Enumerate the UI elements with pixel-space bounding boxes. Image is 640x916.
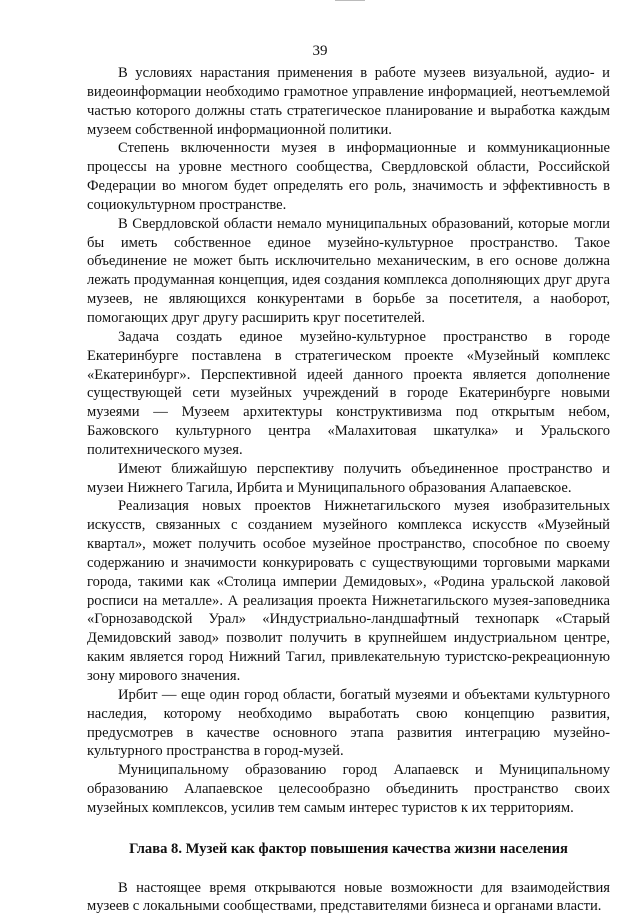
paragraph: Реализация новых проектов Нижнетагильского музея изобразительных искусств, связанных с созданием музейного комплекса искусств «Музейный квартал», может получить особое музейное пространство, способное по своему содержанию и значимости конкурировать с существующими торговыми марками города, такими как «Столица империи Демидовых», «Родина уральской лаковой росписи на металле». А реализация проекта Нижнетагильского музея-заповедника «Горнозаводской Урал» «Индустриально-ландшафтный технопарк «Старый Демидовский завод» позволит получить в крупнейшем индустриальном центре, каким является город Нижний Тагил, привлекательную туристско-рекреационную зону мирового значения. xyxy=(87,498,610,684)
paragraph: Степень включенности музея в информационные и коммуникационные процессы на уровне местного сообщества, Свердловской области, Российской Федерации во многом будет определять его роль, значимость и эффективность в социокультурном пространстве. xyxy=(87,140,610,213)
paragraph: Муниципальному образованию город Алапаевск и Муниципальному образованию Алапаевское целесообразно объединить пространство своих музейных комплексов, усилив тем самым интерес туристов к их территориям. xyxy=(87,762,610,816)
scan-edge-mark xyxy=(335,0,365,1)
paragraph: В настоящее время открываются новые возможности для взаимодействия музеев с локальными сообществами, представителями бизнеса и органами власти. xyxy=(87,879,610,915)
paragraph: Имеют ближайшую перспективу получить объединенное пространство и музеи Нижнего Тагила, Ирбита и Муниципального образования Алапаевское. xyxy=(87,460,610,496)
paragraph: В условиях нарастания применения в работе музеев визуальной, аудио- и видеоинформации необходимо грамотное управление информацией, неотъемлемой частью которого должны стать стратегическое планирование и выработка каждым музеем собственной информационной политики. xyxy=(87,65,610,138)
paragraph: Ирбит — еще один город области, богатый музеями и объектами культурного наследия, которому необходимо выработать свою концепцию развития, предусмотрев в качестве основного этапа развития интеграцию музейно-культурного пространства в город-музей. xyxy=(87,686,610,760)
paragraph: В Свердловской области немало муниципальных образований, которые могли бы иметь собственное единое музейно-культурное пространство. Такое объединение не может быть исключительно механическим, в его основе должна лежать продуманная концепция, идея создания комплекса дополняющих друг друга музеев, не являющихся конкурентами в борьбе за посетителя, а наоборот, помогающих друг другу расширить круг посетителей. xyxy=(87,215,610,326)
body-text xyxy=(87,64,610,916)
paragraph: Задача создать единое музейно-культурное пространство в городе Екатеринбурге поставлена в стратегическом проекте «Музейный комплекс «Екатеринбург». Перспективной идеей данного проекта является дополнение существующей сети музейных учреждений в городе Екатеринбурге новыми музеями — Музеем архитектуры конструктивизма под открытым небом, Бажовского культурного центра «Малахитовая шкатулка» и Уральского политехнического музея. xyxy=(87,328,610,458)
chapter-heading: Глава 8. Музей как фактор повышения качества жизни населения xyxy=(129,840,568,857)
page-number: 39 xyxy=(312,43,328,59)
